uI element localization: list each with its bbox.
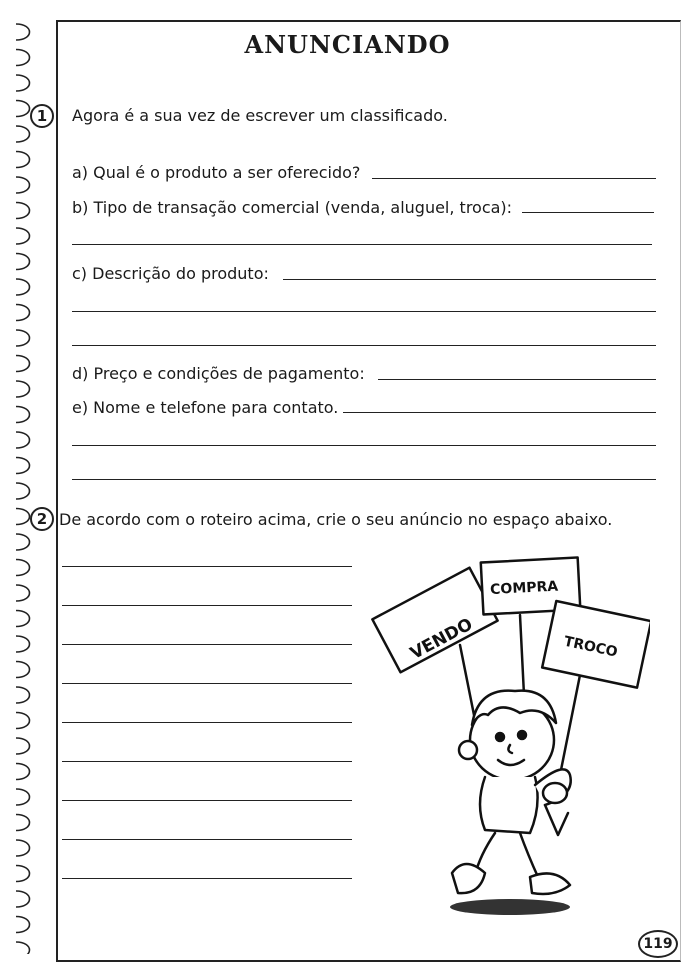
item-c-answer-line-3[interactable] — [72, 345, 656, 346]
spiral-coil — [16, 764, 30, 780]
page-number: 119 — [638, 930, 678, 958]
item-e-label: e) Nome e telefone para contato. — [72, 398, 339, 417]
spiral-coil — [16, 330, 30, 346]
ad-writing-line[interactable] — [62, 761, 352, 762]
sign-troco-text: TROCO — [562, 633, 619, 661]
spiral-coil — [16, 815, 30, 831]
spiral-coil — [16, 942, 30, 954]
item-b-answer-line-2[interactable] — [72, 244, 652, 245]
sign-vendo — [372, 568, 497, 673]
item-e-answer-line-3[interactable] — [72, 479, 656, 480]
spiral-coil — [16, 254, 30, 270]
spiral-coil — [16, 126, 30, 142]
sign-compra-text: COMPRA — [489, 578, 559, 599]
item-e-answer-line[interactable] — [343, 412, 656, 413]
question-1-number: 1 — [30, 104, 54, 128]
spiral-coil — [16, 203, 30, 219]
question-2-prompt: De acordo com o roteiro acima, crie o seu anúncio no espaço abaixo. — [59, 510, 613, 529]
spiral-coil — [16, 636, 30, 652]
question-1-prompt: Agora é a sua vez de escrever um classificado. — [72, 106, 448, 125]
spiral-coil — [16, 509, 30, 525]
spiral-coil — [16, 687, 30, 703]
boy-with-signs-illustration — [370, 555, 650, 925]
ad-writing-line[interactable] — [62, 683, 352, 684]
spiral-coil — [16, 840, 30, 856]
item-b-label: b) Tipo de transação comercial (venda, aluguel, troca): — [72, 198, 513, 217]
spiral-coil — [16, 458, 30, 474]
spiral-coil — [16, 152, 30, 168]
ad-writing-line[interactable] — [62, 839, 352, 840]
spiral-coil — [16, 611, 30, 627]
spiral-coil — [16, 279, 30, 295]
spiral-coil — [16, 483, 30, 499]
ad-writing-line[interactable] — [62, 605, 352, 606]
spiral-coil — [16, 891, 30, 907]
spiral-coil — [16, 305, 30, 321]
item-a-label: a) Qual é o produto a ser oferecido? — [72, 163, 361, 182]
ad-writing-line[interactable] — [62, 644, 352, 645]
spiral-coil — [16, 585, 30, 601]
sign-vendo-text: VENDO — [407, 614, 477, 664]
spiral-coil — [16, 866, 30, 882]
spiral-coil — [16, 662, 30, 678]
spiral-coil — [16, 75, 30, 91]
item-c-answer-line[interactable] — [283, 279, 656, 280]
question-2-number: 2 — [30, 507, 54, 531]
spiral-coil — [16, 560, 30, 576]
spiral-coil — [16, 534, 30, 550]
item-a-answer-line[interactable] — [372, 178, 656, 179]
spiral-binding — [4, 14, 44, 954]
ad-writing-line[interactable] — [62, 878, 352, 879]
spiral-coil — [16, 738, 30, 754]
spiral-coil — [16, 177, 30, 193]
item-c-label: c) Descrição do produto: — [72, 264, 269, 283]
item-d-answer-line[interactable] — [378, 379, 656, 380]
spiral-coil — [16, 101, 30, 117]
ad-writing-line[interactable] — [62, 800, 352, 801]
spiral-coil — [16, 381, 30, 397]
spiral-coil — [16, 789, 30, 805]
item-e-answer-line-2[interactable] — [72, 445, 656, 446]
item-b-answer-line[interactable] — [522, 212, 654, 213]
ad-writing-line[interactable] — [62, 566, 352, 567]
item-d-label: d) Preço e condições de pagamento: — [72, 364, 365, 383]
item-c-answer-line-2[interactable] — [72, 311, 656, 312]
spiral-coil — [16, 356, 30, 372]
ad-writing-line[interactable] — [62, 722, 352, 723]
spiral-coil — [16, 432, 30, 448]
page-title: ANUNCIANDO — [244, 30, 451, 59]
sign-stick — [560, 675, 580, 775]
spiral-coil — [16, 407, 30, 423]
spiral-coil — [16, 917, 30, 933]
spiral-coil — [16, 713, 30, 729]
spiral-coil — [16, 228, 30, 244]
